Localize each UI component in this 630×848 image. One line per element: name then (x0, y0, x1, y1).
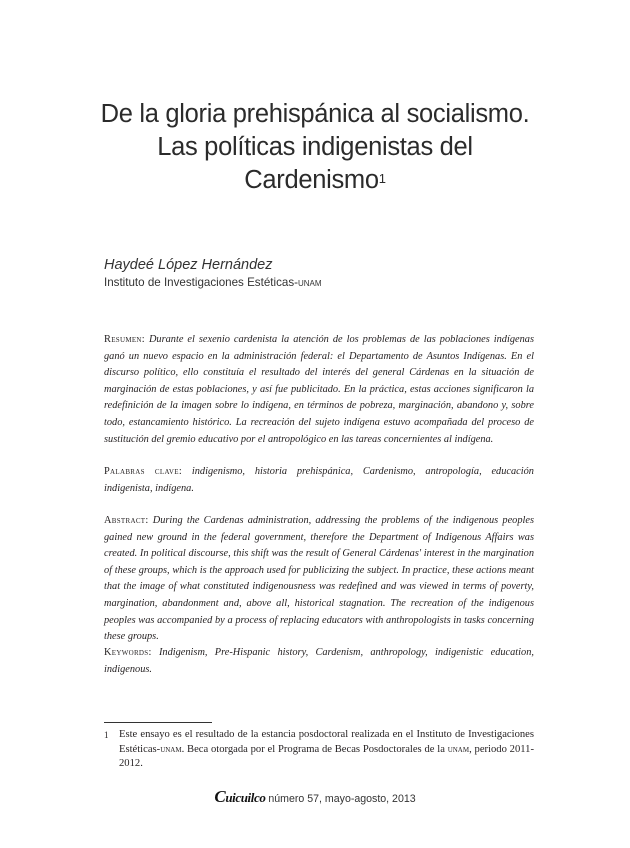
footnote-abbr-2: unam (447, 743, 470, 755)
page-folio (0, 787, 630, 807)
abstract-text: During the Cardenas administration, addressing the problems of the indigenous peoples gained new ground in the federal government, therefore the Department of Indigenous Affairs was created. In political discourse, this shift was the result of General Cárdenas' interest in the margination of these groups, which is the approach used for publicizing the subject. In practice, these actions meant that the image of what constituted indigenousness was redefined and was viewed in terms of poverty, margination, abandonment and, above all, historical stagnation. The recreation of the indigenous peoples was accompanied by a process of replacing educators with anthropologists in tasks concerning these groups. (104, 515, 534, 643)
journal-logo-initial: C (214, 787, 226, 806)
palabras-clave-paragraph (104, 464, 534, 497)
journal-logo (214, 787, 266, 806)
article-title (60, 98, 570, 197)
resumen-text: Durante el sexenio cardenista la atención de los problemas de las poblaciones indígenas ganó un nuevo espacio en la administración federal: el Departamento de Asuntos Indígenas. En el discurso político, ello constituía el resultado del interés del general Cárdenas en la situación de marginación de estas poblaciones, y así fue publicitado. En la práctica, estas acciones significaron la redefinición de la imagen sobre lo indígena, en términos de pobreza, marginación, abandono y, sobre todo, estancamiento histórico. La recreación del sujeto indígena estuvo acompañada del proceso de sustitución del gremio educativo por el antropológico en las tareas concernientes al indígena. (104, 334, 534, 445)
affiliation-abbr: unam (297, 276, 322, 289)
title-line-2: Las políticas indigenistas del (157, 133, 473, 161)
footnote-divider (104, 722, 212, 723)
abstract-label: Abstract: (104, 515, 149, 526)
footnote-text-2: . Beca otorgada por el Programa de Becas Posdoctorales de la (181, 743, 448, 755)
keywords-label: Keywords: (104, 647, 152, 658)
resumen-paragraph (104, 332, 534, 448)
palabras-clave-label: Palabras clave: (104, 466, 183, 477)
folio-text: número 57, mayo-agosto, 2013 (265, 793, 416, 805)
journal-logo-rest: uicuilco (225, 790, 266, 805)
author-affiliation (104, 276, 322, 289)
resumen-label: Resumen: (104, 334, 145, 345)
footnote-mark: 1 (104, 730, 109, 740)
title-line-3-text: Cardenismo (244, 166, 379, 194)
title-line-1: De la gloria prehispánica al socialismo. (100, 100, 530, 128)
footnote-text (119, 728, 534, 772)
title-line-3 (60, 164, 570, 197)
keywords-paragraph (104, 645, 534, 678)
palabras-clave-text: indigenismo, historia prehispánica, Cardenismo, antropología, educación indigenista, indígena. (104, 466, 534, 494)
footnote-text-3: , periodo 2011-2012. (119, 743, 534, 770)
footnote (104, 728, 534, 772)
author-name: Haydeé López Hernández (104, 257, 273, 273)
affiliation-text: Instituto de Investigaciones Estéticas- (104, 276, 298, 289)
footnote-text-1: Este ensayo es el resultado de la estancia posdoctoral realizada en el Instituto de Investigaciones Estéticas- (119, 729, 534, 755)
abstract-paragraph (104, 513, 534, 646)
keywords-text: Indigenism, Pre-Hispanic history, Cardenism, anthropology, indigenistic education, indigenous. (104, 647, 534, 675)
footnote-abbr-1: unam (160, 743, 182, 755)
title-footnote-mark[interactable]: 1 (378, 171, 386, 186)
